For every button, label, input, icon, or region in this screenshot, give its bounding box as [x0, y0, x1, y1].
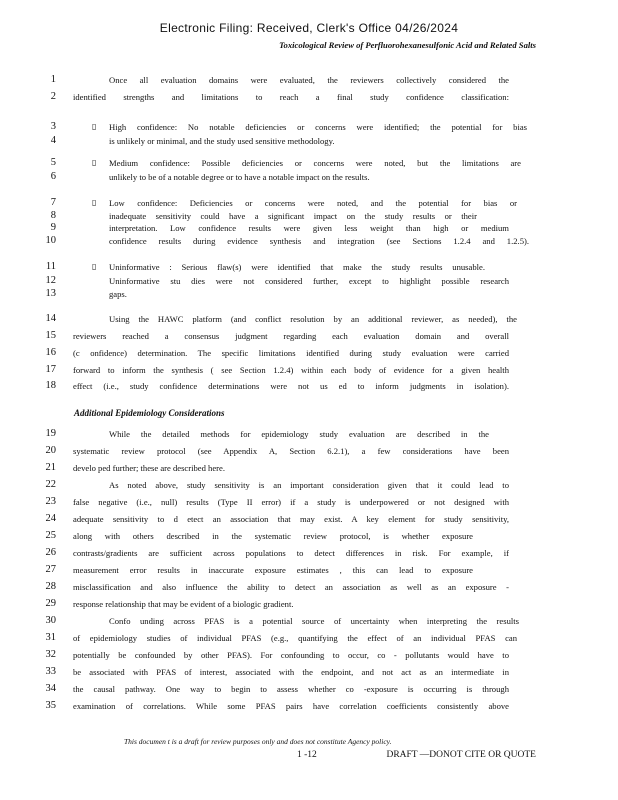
- text-line: false negative (i.e., null) results (Type II error) if a study is underpowered or not designed with: [73, 497, 509, 507]
- text-line: confidence results during evidence synthesis and integration (see Sections 1.2.4 and 1.2.5).: [109, 236, 529, 246]
- text-line: forward to inform the synthesis ( see Section 1.2.4) within each body of evidence for a given health: [73, 365, 509, 375]
- line-number: 23: [45, 496, 56, 507]
- line-number: 29: [45, 598, 56, 609]
- bullet-icon: ▯: [92, 122, 97, 131]
- text-line: (c onfidence) determination. The specific limitations identified during study evaluation were carried: [73, 348, 509, 358]
- line-number: 33: [45, 666, 56, 677]
- line-number: 18: [45, 380, 56, 391]
- text-line: develo ped further; these are described here.: [73, 463, 225, 473]
- bullet-icon: ▯: [92, 198, 97, 207]
- text-line: gaps.: [109, 289, 127, 299]
- line-number: 16: [45, 347, 56, 358]
- text-line: contrasts/gradients are sufficient across populations to detect differences in risk. For example, if: [73, 548, 509, 558]
- line-number: 7: [50, 197, 56, 208]
- line-number: 35: [45, 700, 56, 711]
- text-line: Using the HAWC platform (and conflict resolution by an additional reviewer, as needed), the: [109, 314, 517, 324]
- text-line: along with others described in the systematic review protocol, is whether exposure: [73, 531, 473, 541]
- text-line: interpretation. Low confidence results were given less weight than high or medium: [109, 223, 509, 233]
- line-number: 25: [45, 530, 56, 541]
- line-number: 8: [50, 210, 56, 221]
- text-line: the causal pathway. One way to begin to assess whether co -exposure is occurring is through: [73, 684, 509, 694]
- line-number: 34: [45, 683, 56, 694]
- line-number: 5: [50, 157, 56, 168]
- line-number: 24: [45, 513, 56, 524]
- line-number: 31: [45, 632, 56, 643]
- text-line: adequate sensitivity to d etect an association that may exist. A key element for study sensitivity,: [73, 514, 509, 524]
- text-line: Confo unding across PFAS is a potential source of uncertainty when interpreting the results: [109, 616, 519, 626]
- line-number: 26: [45, 547, 56, 558]
- bullet-icon: ▯: [92, 158, 97, 167]
- draft-notice: DRAFT —DONOT CITE OR QUOTE: [386, 750, 536, 760]
- text-line: response relationship that may be evident of a biologic gradient.: [73, 599, 294, 609]
- text-line: measurement error results in inaccurate exposure estimates , this can lead to exposure: [73, 565, 473, 575]
- line-number: 17: [45, 364, 56, 375]
- line-number: 11: [45, 261, 56, 272]
- text-line: Low confidence: Deficiencies or concerns were noted, and the potential for bias or: [109, 198, 517, 208]
- line-number: 20: [45, 445, 56, 456]
- line-number: 22: [45, 479, 56, 490]
- bullet-icon: ▯: [92, 262, 97, 271]
- text-line: identified strengths and limitations to reach a final study confidence classification:: [73, 92, 509, 102]
- line-number: 4: [50, 135, 56, 146]
- line-number: 9: [50, 222, 56, 233]
- section-heading: Additional Epidemiology Considerations: [74, 408, 225, 418]
- page-number: 1 -12: [297, 750, 317, 760]
- text-line: As noted above, study sensitivity is an important consideration given that it could lead to: [109, 480, 509, 490]
- text-line: unlikely to be of a notable degree or to have a notable impact on the results.: [109, 172, 370, 182]
- text-line: be associated with PFAS of interest, associated with the endpoint, and not act as an intermediate in: [73, 667, 509, 677]
- text-line: reviewers reached a consensus judgment regarding each evaluation domain and overall: [73, 331, 509, 341]
- text-line: Uninformative stu dies were not considered further, except to highlight possible research: [109, 276, 509, 286]
- line-number: 15: [45, 330, 56, 341]
- line-number: 14: [45, 313, 56, 324]
- text-line: While the detailed methods for epidemiology study evaluation are described in the: [109, 429, 489, 439]
- document-subtitle: Toxicological Review of Perfluorohexanesulfonic Acid and Related Salts: [279, 40, 536, 50]
- line-number: 27: [45, 564, 56, 575]
- text-line: inadequate sensitivity could have a significant impact on the study results or their: [109, 211, 477, 221]
- text-line: effect (i.e., study confidence determinations were not us ed to inform judgments in isolation).: [73, 381, 509, 391]
- line-number: 21: [45, 462, 56, 473]
- line-number: 32: [45, 649, 56, 660]
- text-line: systematic review protocol (see Appendix A, Section 6.2.1), a few considerations have been: [73, 446, 509, 456]
- line-number: 12: [45, 275, 56, 286]
- line-number: 13: [45, 288, 56, 299]
- text-line: misclassification and also influence the ability to detect an association as well as an exposure -: [73, 582, 509, 592]
- text-line: examination of correlations. While some PFAS pairs have correlation coefficients consistently above: [73, 701, 509, 711]
- filing-banner: Electronic Filing: Received, Clerk's Office 04/26/2024: [159, 21, 459, 35]
- line-number: 6: [50, 171, 56, 182]
- line-number: 10: [45, 235, 56, 246]
- text-line: of epidemiology studies of individual PFAS (e.g., quantifying the effect of an individual PFAS can: [73, 633, 517, 643]
- text-line: potentially be confounded by other PFAS). For confounding to occur, co - pollutants would have to: [73, 650, 509, 660]
- line-number: 3: [50, 121, 56, 132]
- line-number: 30: [45, 615, 56, 626]
- text-line: Medium confidence: Possible deficiencies or concerns were noted, but the limitations are: [109, 158, 521, 168]
- text-line: High confidence: No notable deficiencies or concerns were identified; the potential for bias: [109, 122, 527, 132]
- line-number: 19: [45, 428, 56, 439]
- line-number: 2: [50, 91, 56, 102]
- text-line: Once all evaluation domains were evaluated, the reviewers collectively considered the: [109, 75, 509, 85]
- line-number: 1: [50, 74, 56, 85]
- text-line: is unlikely or minimal, and the study used sensitive methodology.: [109, 136, 335, 146]
- draft-disclaimer: This documen t is a draft for review purposes only and does not constitute Agency policy.: [124, 737, 392, 746]
- line-number: 28: [45, 581, 56, 592]
- text-line: Uninformative : Serious flaw(s) were identified that make the study results unusable.: [109, 262, 485, 272]
